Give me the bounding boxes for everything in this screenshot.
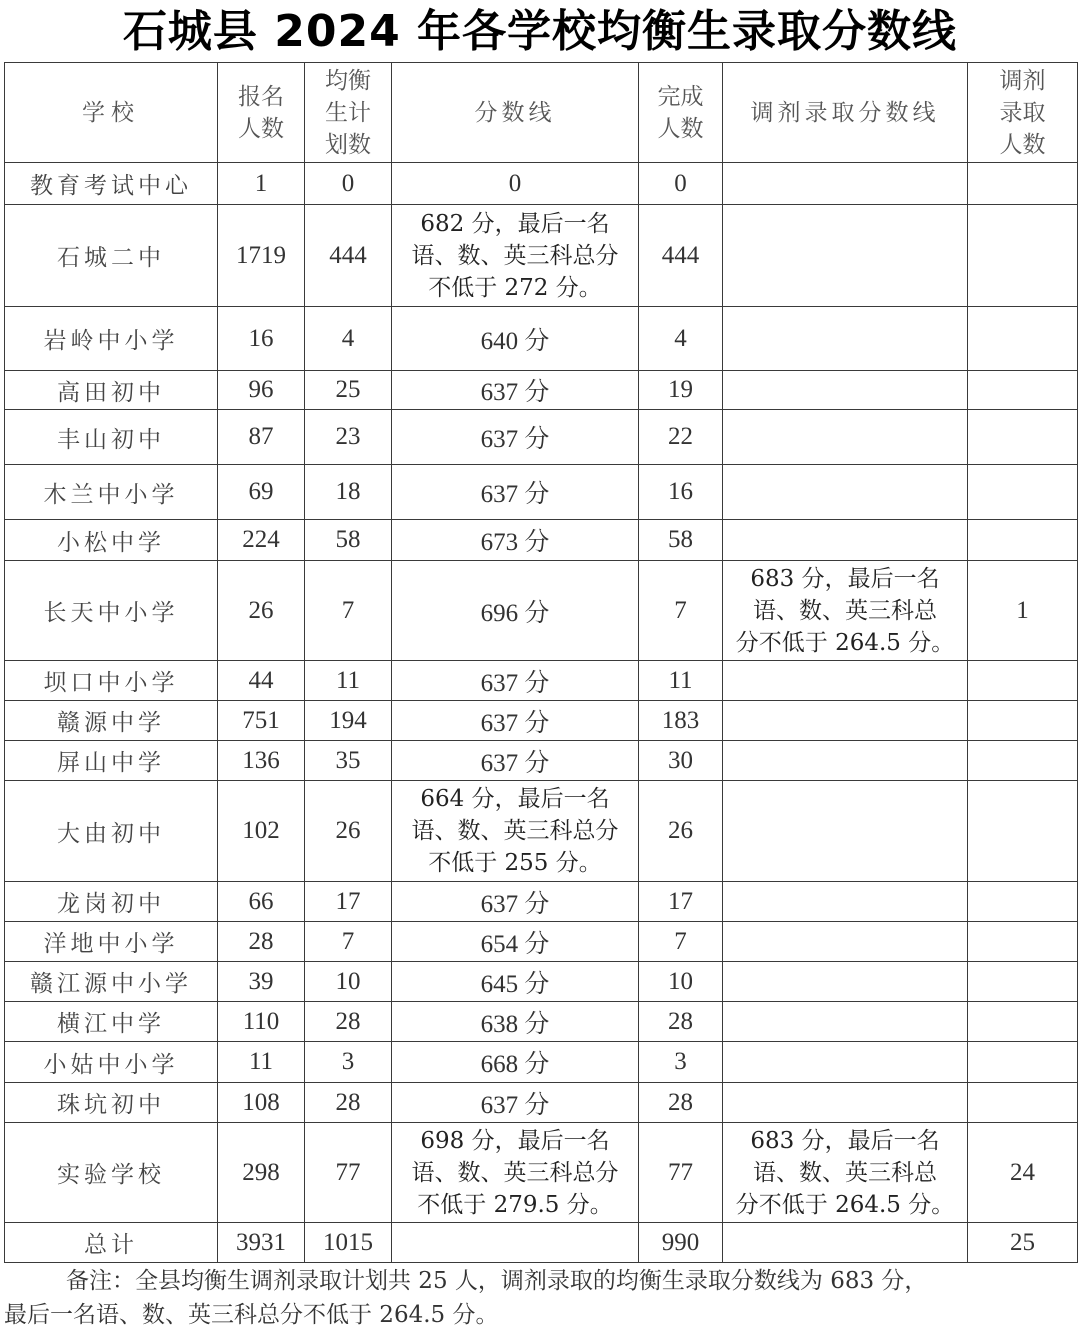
footnote-line-2: 最后一名语、数、英三科总分不低于 264.5 分。 bbox=[4, 1302, 499, 1328]
header-adjust-cutoff: 调剂录取分数线 bbox=[723, 63, 968, 163]
applicants-count: 298 bbox=[218, 1123, 305, 1223]
table-row bbox=[5, 205, 1078, 307]
cutoff-score: 673 分 bbox=[392, 520, 639, 561]
applicants-count: 110 bbox=[218, 1002, 305, 1042]
cutoff-score: 637 分 bbox=[392, 701, 639, 741]
plan-count: 35 bbox=[305, 741, 392, 781]
school-name: 赣源中学 bbox=[5, 701, 218, 741]
plan-count: 7 bbox=[305, 561, 392, 661]
table-row bbox=[5, 520, 1078, 561]
completed-count: 3 bbox=[639, 1042, 723, 1083]
adjust-count bbox=[968, 307, 1078, 371]
cutoff-score: 637 分 bbox=[392, 1083, 639, 1123]
plan-count: 194 bbox=[305, 701, 392, 741]
table-row bbox=[5, 882, 1078, 922]
adjust-count bbox=[968, 205, 1078, 307]
plan-count: 26 bbox=[305, 781, 392, 882]
school-name: 教育考试中心 bbox=[5, 163, 218, 205]
table-row bbox=[5, 307, 1078, 371]
adjust-cutoff-score bbox=[723, 1042, 968, 1083]
cutoff-score: 637 分 bbox=[392, 741, 639, 781]
school-name: 大由初中 bbox=[5, 781, 218, 882]
plan-count: 18 bbox=[305, 465, 392, 520]
completed-count: 28 bbox=[639, 1002, 723, 1042]
cutoff-score: 637 分 bbox=[392, 371, 639, 410]
adjust-count bbox=[968, 371, 1078, 410]
cutoff-score: 682 分，最后一名 语、数、英三科总分 不低于 272 分。 bbox=[392, 205, 639, 307]
school-name: 洋地中小学 bbox=[5, 922, 218, 962]
total-row bbox=[5, 1223, 1078, 1263]
cutoff-score: 696 分 bbox=[392, 561, 639, 661]
adjust-count bbox=[968, 1083, 1078, 1123]
applicants-count: 28 bbox=[218, 922, 305, 962]
applicants-count: 26 bbox=[218, 561, 305, 661]
adjust-cutoff-score: 683 分，最后一名 语、数、英三科总 分不低于 264.5 分。 bbox=[723, 561, 968, 661]
total-adjust-count: 25 bbox=[968, 1223, 1078, 1263]
plan-count: 0 bbox=[305, 163, 392, 205]
table-row bbox=[5, 1083, 1078, 1123]
adjust-cutoff-score bbox=[723, 410, 968, 465]
header-plan: 均衡 生计 划数 bbox=[305, 63, 392, 163]
applicants-count: 136 bbox=[218, 741, 305, 781]
plan-count: 3 bbox=[305, 1042, 392, 1083]
completed-count: 17 bbox=[639, 882, 723, 922]
applicants-count: 44 bbox=[218, 661, 305, 701]
school-name: 丰山初中 bbox=[5, 410, 218, 465]
adjust-count bbox=[968, 661, 1078, 701]
plan-count: 10 bbox=[305, 962, 392, 1002]
table-row bbox=[5, 410, 1078, 465]
adjust-cutoff-score bbox=[723, 882, 968, 922]
plan-count: 4 bbox=[305, 307, 392, 371]
table-row bbox=[5, 922, 1078, 962]
header-cutoff: 分数线 bbox=[392, 63, 639, 163]
adjust-cutoff-score: 683 分，最后一名 语、数、英三科总 分不低于 264.5 分。 bbox=[723, 1123, 968, 1223]
total-plan: 1015 bbox=[305, 1223, 392, 1263]
applicants-count: 224 bbox=[218, 520, 305, 561]
table-row bbox=[5, 661, 1078, 701]
adjust-count bbox=[968, 465, 1078, 520]
school-name: 屏山中学 bbox=[5, 741, 218, 781]
adjust-count bbox=[968, 520, 1078, 561]
school-name: 横江中学 bbox=[5, 1002, 218, 1042]
total-completed: 990 bbox=[639, 1223, 723, 1263]
cutoff-score: 645 分 bbox=[392, 962, 639, 1002]
school-name: 珠坑初中 bbox=[5, 1083, 218, 1123]
school-name: 坝口中小学 bbox=[5, 661, 218, 701]
adjust-cutoff-score bbox=[723, 962, 968, 1002]
school-name: 赣江源中小学 bbox=[5, 962, 218, 1002]
cutoff-score: 637 分 bbox=[392, 661, 639, 701]
table-row bbox=[5, 962, 1078, 1002]
completed-count: 16 bbox=[639, 465, 723, 520]
adjust-count bbox=[968, 701, 1078, 741]
completed-count: 7 bbox=[639, 922, 723, 962]
cutoff-score: 698 分，最后一名 语、数、英三科总分 不低于 279.5 分。 bbox=[392, 1123, 639, 1223]
table-row bbox=[5, 1123, 1078, 1223]
adjust-count bbox=[968, 882, 1078, 922]
cutoff-score: 668 分 bbox=[392, 1042, 639, 1083]
adjust-count: 1 bbox=[968, 561, 1078, 661]
total-adjust-cutoff bbox=[723, 1223, 968, 1263]
header-adjust-count: 调剂 录取 人数 bbox=[968, 63, 1078, 163]
adjust-cutoff-score bbox=[723, 1002, 968, 1042]
plan-count: 23 bbox=[305, 410, 392, 465]
applicants-count: 751 bbox=[218, 701, 305, 741]
adjust-cutoff-score bbox=[723, 701, 968, 741]
adjust-cutoff-score bbox=[723, 307, 968, 371]
completed-count: 28 bbox=[639, 1083, 723, 1123]
applicants-count: 87 bbox=[218, 410, 305, 465]
header-school: 学校 bbox=[5, 63, 218, 163]
school-name: 长天中小学 bbox=[5, 561, 218, 661]
applicants-count: 39 bbox=[218, 962, 305, 1002]
table-row bbox=[5, 163, 1078, 205]
applicants-count: 1719 bbox=[218, 205, 305, 307]
school-name: 高田初中 bbox=[5, 371, 218, 410]
footnote bbox=[0, 1264, 1080, 1332]
completed-count: 26 bbox=[639, 781, 723, 882]
completed-count: 11 bbox=[639, 661, 723, 701]
adjust-count bbox=[968, 781, 1078, 882]
applicants-count: 66 bbox=[218, 882, 305, 922]
adjust-cutoff-score bbox=[723, 205, 968, 307]
cutoff-score: 637 分 bbox=[392, 882, 639, 922]
adjust-count: 24 bbox=[968, 1123, 1078, 1223]
applicants-count: 108 bbox=[218, 1083, 305, 1123]
table-row bbox=[5, 561, 1078, 661]
plan-count: 17 bbox=[305, 882, 392, 922]
adjust-cutoff-score bbox=[723, 371, 968, 410]
cutoff-score: 640 分 bbox=[392, 307, 639, 371]
applicants-count: 69 bbox=[218, 465, 305, 520]
plan-count: 25 bbox=[305, 371, 392, 410]
applicants-count: 16 bbox=[218, 307, 305, 371]
completed-count: 58 bbox=[639, 520, 723, 561]
cutoff-score: 654 分 bbox=[392, 922, 639, 962]
plan-count: 28 bbox=[305, 1002, 392, 1042]
completed-count: 30 bbox=[639, 741, 723, 781]
plan-count: 58 bbox=[305, 520, 392, 561]
plan-count: 444 bbox=[305, 205, 392, 307]
adjust-cutoff-score bbox=[723, 1083, 968, 1123]
cutoff-score: 638 分 bbox=[392, 1002, 639, 1042]
cutoff-score: 0 bbox=[392, 163, 639, 205]
completed-count: 10 bbox=[639, 962, 723, 1002]
cutoff-score: 664 分，最后一名 语、数、英三科总分 不低于 255 分。 bbox=[392, 781, 639, 882]
completed-count: 4 bbox=[639, 307, 723, 371]
adjust-cutoff-score bbox=[723, 922, 968, 962]
adjust-cutoff-score bbox=[723, 163, 968, 205]
adjust-count bbox=[968, 741, 1078, 781]
plan-count: 77 bbox=[305, 1123, 392, 1223]
header-applicants: 报名 人数 bbox=[218, 63, 305, 163]
completed-count: 22 bbox=[639, 410, 723, 465]
adjust-cutoff-score bbox=[723, 781, 968, 882]
cutoff-score: 637 分 bbox=[392, 465, 639, 520]
table-row bbox=[5, 1042, 1078, 1083]
applicants-count: 102 bbox=[218, 781, 305, 882]
table-row bbox=[5, 781, 1078, 882]
table-row bbox=[5, 741, 1078, 781]
cutoff-score: 637 分 bbox=[392, 410, 639, 465]
table-row bbox=[5, 371, 1078, 410]
school-name: 龙岗初中 bbox=[5, 882, 218, 922]
total-applicants: 3931 bbox=[218, 1223, 305, 1263]
school-name: 小姑中小学 bbox=[5, 1042, 218, 1083]
adjust-cutoff-score bbox=[723, 661, 968, 701]
table-row bbox=[5, 465, 1078, 520]
adjust-count bbox=[968, 922, 1078, 962]
school-name: 小松中学 bbox=[5, 520, 218, 561]
page-title: 石城县 2024 年各学校均衡生录取分数线 bbox=[122, 6, 958, 57]
applicants-count: 1 bbox=[218, 163, 305, 205]
total-cutoff bbox=[392, 1223, 639, 1263]
admission-score-table bbox=[4, 62, 1078, 1263]
adjust-cutoff-score bbox=[723, 741, 968, 781]
adjust-cutoff-score bbox=[723, 520, 968, 561]
plan-count: 7 bbox=[305, 922, 392, 962]
adjust-cutoff-score bbox=[723, 465, 968, 520]
applicants-count: 96 bbox=[218, 371, 305, 410]
plan-count: 28 bbox=[305, 1083, 392, 1123]
adjust-count bbox=[968, 1042, 1078, 1083]
header-completed: 完成 人数 bbox=[639, 63, 723, 163]
school-name: 实验学校 bbox=[5, 1123, 218, 1223]
school-name: 石城二中 bbox=[5, 205, 218, 307]
adjust-count bbox=[968, 410, 1078, 465]
table-header-row bbox=[5, 63, 1078, 163]
plan-count: 11 bbox=[305, 661, 392, 701]
adjust-count bbox=[968, 163, 1078, 205]
completed-count: 444 bbox=[639, 205, 723, 307]
completed-count: 19 bbox=[639, 371, 723, 410]
total-label: 总计 bbox=[5, 1223, 218, 1263]
completed-count: 183 bbox=[639, 701, 723, 741]
completed-count: 77 bbox=[639, 1123, 723, 1223]
footnote-line-1: 备注：全县均衡生调剂录取计划共 25 人，调剂录取的均衡生录取分数线为 683 分， bbox=[66, 1268, 928, 1294]
completed-count: 0 bbox=[639, 163, 723, 205]
adjust-count bbox=[968, 1002, 1078, 1042]
applicants-count: 11 bbox=[218, 1042, 305, 1083]
completed-count: 7 bbox=[639, 561, 723, 661]
school-name: 木兰中小学 bbox=[5, 465, 218, 520]
adjust-count bbox=[968, 962, 1078, 1002]
table-row bbox=[5, 1002, 1078, 1042]
table-row bbox=[5, 701, 1078, 741]
school-name: 岩岭中小学 bbox=[5, 307, 218, 371]
